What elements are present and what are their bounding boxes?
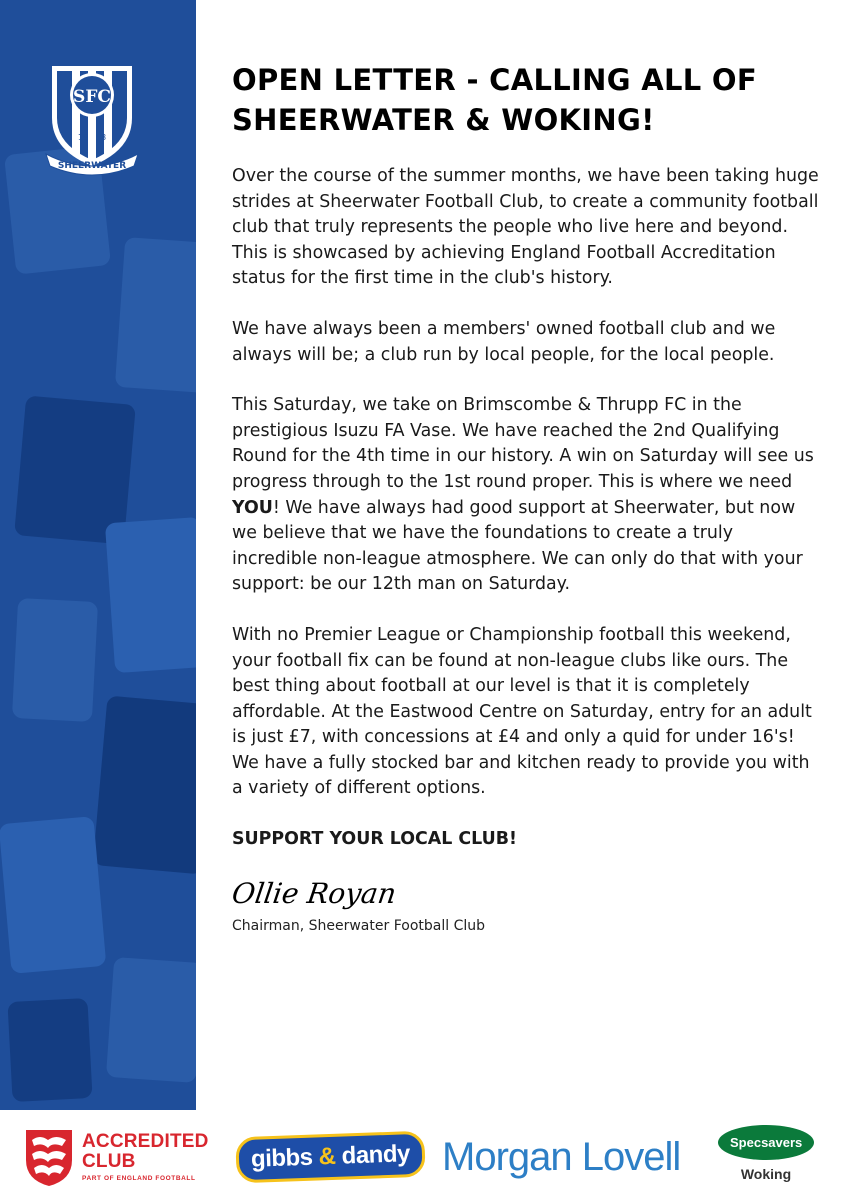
- accredited-line-2: CLUB: [82, 1151, 136, 1172]
- decor-square: [12, 598, 98, 722]
- title-line-2: SHEERWATER & WOKING!: [232, 103, 655, 137]
- sponsor-strip: [0, 1110, 848, 1200]
- specsavers-logo: [718, 1120, 814, 1186]
- decor-square: [105, 517, 196, 673]
- letter-content: [229, 60, 822, 934]
- letter-body: [232, 164, 822, 853]
- decor-square: [7, 998, 92, 1102]
- specsavers-location: Woking: [740, 1165, 792, 1182]
- paragraph-3-part-a: This Saturday, we take on Brimscombe & Thrupp FC in the prestigious Isuzu FA Vase. We have reached the 2nd Qualifying Round for the 4th time in our history. A win on Saturday will see us progress through to the 1st round proper. This is where we need: [232, 395, 814, 492]
- letter-title: [232, 60, 822, 140]
- crest-banner-text: SHEERWATER: [57, 161, 127, 171]
- accredited-club-logo: [22, 1124, 209, 1190]
- decor-square: [115, 237, 196, 393]
- crest-year-left: 19: [77, 133, 89, 142]
- decor-square: [106, 957, 196, 1083]
- crest-letters: SFC: [73, 87, 111, 107]
- gibbs-ampersand: &: [318, 1142, 336, 1171]
- gibbs-text: gibbs: [250, 1143, 313, 1173]
- paragraph-4: With no Premier League or Championship football this weekend, your football fix can be found at non-league clubs like ours. The best thing about football at our level is that it is completely affordable. At the Eastwood Centre on Saturday, entry for an adult is just £7, with concessions at £4 and only a quid for under 16's! We have a fully stocked bar and kitchen ready to provide you with a variety of different options.: [232, 624, 812, 799]
- club-crest-logo: [42, 58, 142, 178]
- chairman-signature: Ollie Royan: [229, 876, 399, 910]
- decor-square: [0, 816, 106, 974]
- paragraph-2: We have always been a members' owned football club and we always will be; a club run by local people, for the local people.: [232, 318, 776, 365]
- signature-role: Chairman, Sheerwater Football Club: [232, 917, 485, 934]
- dandy-text: dandy: [341, 1140, 411, 1170]
- gibbs-dandy-logo: [236, 1124, 425, 1190]
- title-line-1: OPEN LETTER - CALLING ALL OF: [232, 63, 757, 97]
- paragraph-3-emphasis: YOU: [232, 497, 273, 518]
- paragraph-3: [232, 393, 822, 598]
- gibbs-dandy-badge: [235, 1131, 425, 1184]
- accredited-line-1: ACCREDITED: [82, 1131, 209, 1152]
- three-lions-icon: [22, 1126, 76, 1188]
- specsavers-oval: Specsavers: [718, 1125, 814, 1160]
- call-to-action: SUPPORT YOUR LOCAL CLUB!: [232, 829, 517, 850]
- sidebar-panel: [0, 0, 196, 1110]
- morgan-lovell-logo: [442, 1124, 680, 1190]
- morgan-lovell-text: Morgan Lovell: [442, 1134, 681, 1179]
- accredited-line-3: PART OF ENGLAND FOOTBALL: [82, 1175, 196, 1182]
- paragraph-3-part-b: ! We have always had good support at Sheerwater, but now we believe that we have the foundations to create a truly incredible non-league atmosphere. We can only do that with your support: be our 12th man on Saturday.: [232, 497, 803, 595]
- crest-year-right: 58: [95, 133, 107, 142]
- decor-square: [93, 696, 196, 875]
- paragraph-1: Over the course of the summer months, we have been taking huge strides at Sheerwater Football Club, to create a community football club that truly represents the people who live here and beyond. This is showcased by achieving England Football Accreditation status for the first time in the club's history.: [232, 166, 819, 289]
